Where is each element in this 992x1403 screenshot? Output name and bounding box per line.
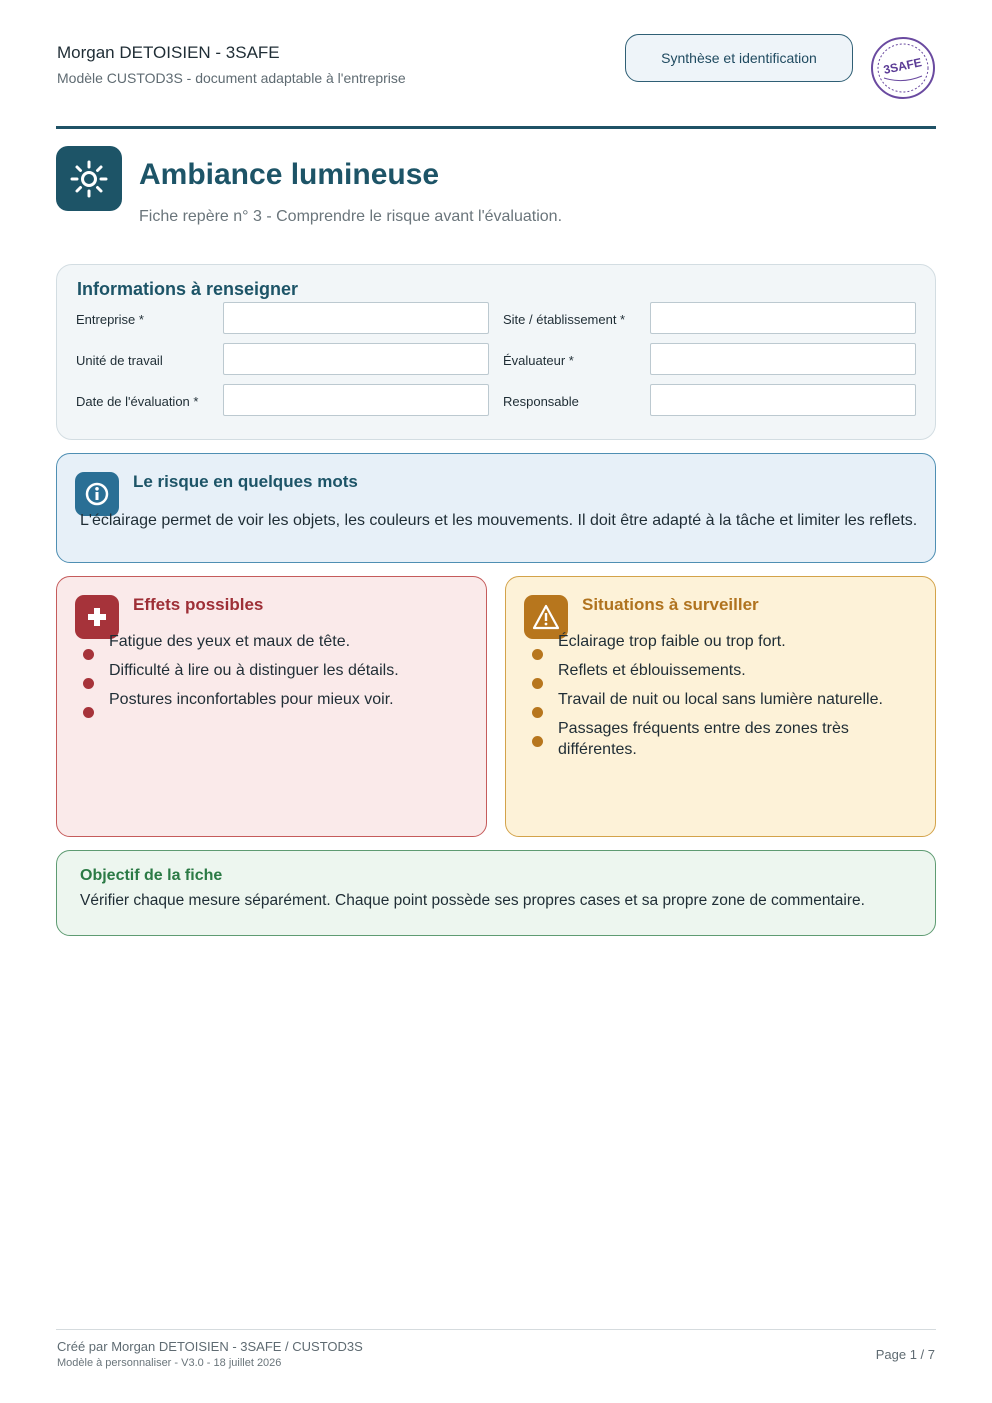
list-item-text: Difficulté à lire ou à distinguer les détails. [109,662,399,679]
risk-title: Le risque en quelques mots [133,472,358,491]
footer-credit: Créé par Morgan DETOISIEN - 3SAFE / CUSTOD3S [57,1339,363,1354]
list-item [109,689,469,710]
list-item-text: Reflets et éblouissements. [558,662,746,679]
effects-title: Effets possibles [133,595,264,614]
bullet-dot [532,649,543,660]
section-tab-label: Synthèse et identification [661,50,817,66]
footer-divider [56,1329,936,1330]
page-title: Ambiance lumineuse [139,158,440,191]
bullet-dot [532,678,543,689]
list-item [558,660,918,681]
footer-version: Modèle à personnaliser - V3.0 - 18 juillet 2026 [57,1357,282,1369]
goal-title: Objectif de la fiche [80,867,223,884]
header-subtitle: Modèle CUSTOD3S - document adaptable à l'entreprise [57,70,406,86]
info-form-panel [56,264,936,440]
list-item [558,689,918,710]
header-divider [56,126,936,129]
list-item [558,631,918,652]
effects-list [109,631,469,718]
entreprise-field[interactable] [223,302,489,334]
field-label-site: Site / établissement * [503,312,626,327]
goal-card [56,850,936,936]
bullet-dot [83,707,94,718]
list-item-text: Éclairage trop faible ou trop fort. [558,633,786,650]
risk-description: L'éclairage permet de voir les objets, les couleurs et les mouvements. Il doit être adapté à la tâche et limiter les reflets. [80,512,918,529]
bullet-dot [83,649,94,660]
list-item-text: Passages fréquents entre des zones très différentes. [558,720,849,758]
risk-summary-card [56,453,936,563]
list-item-text: Postures inconfortables pour mieux voir. [109,691,394,708]
info-form-title: Informations à renseigner [77,279,299,299]
page-subtitle: Fiche repère n° 3 - Comprendre le risque avant l'évaluation. [139,208,563,225]
effects-card [56,576,487,837]
unite-travail-field[interactable] [223,343,489,375]
field-label-unite: Unité de travail [76,353,163,368]
field-label-date: Date de l'évaluation * [76,394,199,409]
bullet-dot [83,678,94,689]
site-field[interactable] [650,302,916,334]
svg-text:3SAFE: 3SAFE [882,55,923,77]
responsable-field[interactable] [650,384,916,416]
company-stamp-logo [870,36,936,100]
situations-title: Situations à surveiller [582,595,759,614]
date-evaluation-field[interactable] [223,384,489,416]
situations-card [505,576,936,837]
evaluateur-field[interactable] [650,343,916,375]
sun-icon [56,146,122,211]
page-number: Page 1 / 7 [875,1347,935,1362]
field-label-entreprise: Entreprise * [76,312,144,327]
list-item-text: Fatigue des yeux et maux de tête. [109,633,351,650]
field-label-responsable: Responsable [503,394,579,409]
field-label-evaluateur: Évaluateur * [503,353,574,368]
goal-description: Vérifier chaque mesure séparément. Chaque point possède ses propres cases et sa propre zone de commentaire. [80,892,865,909]
list-item [109,631,469,652]
list-item-text: Travail de nuit ou local sans lumière naturelle. [558,691,883,708]
situations-list [558,631,918,768]
section-tab[interactable] [625,34,853,82]
list-item [109,660,469,681]
header-author: Morgan DETOISIEN - 3SAFE [57,43,280,62]
bullet-dot [532,707,543,718]
bullet-dot [532,736,543,747]
list-item [558,718,918,760]
